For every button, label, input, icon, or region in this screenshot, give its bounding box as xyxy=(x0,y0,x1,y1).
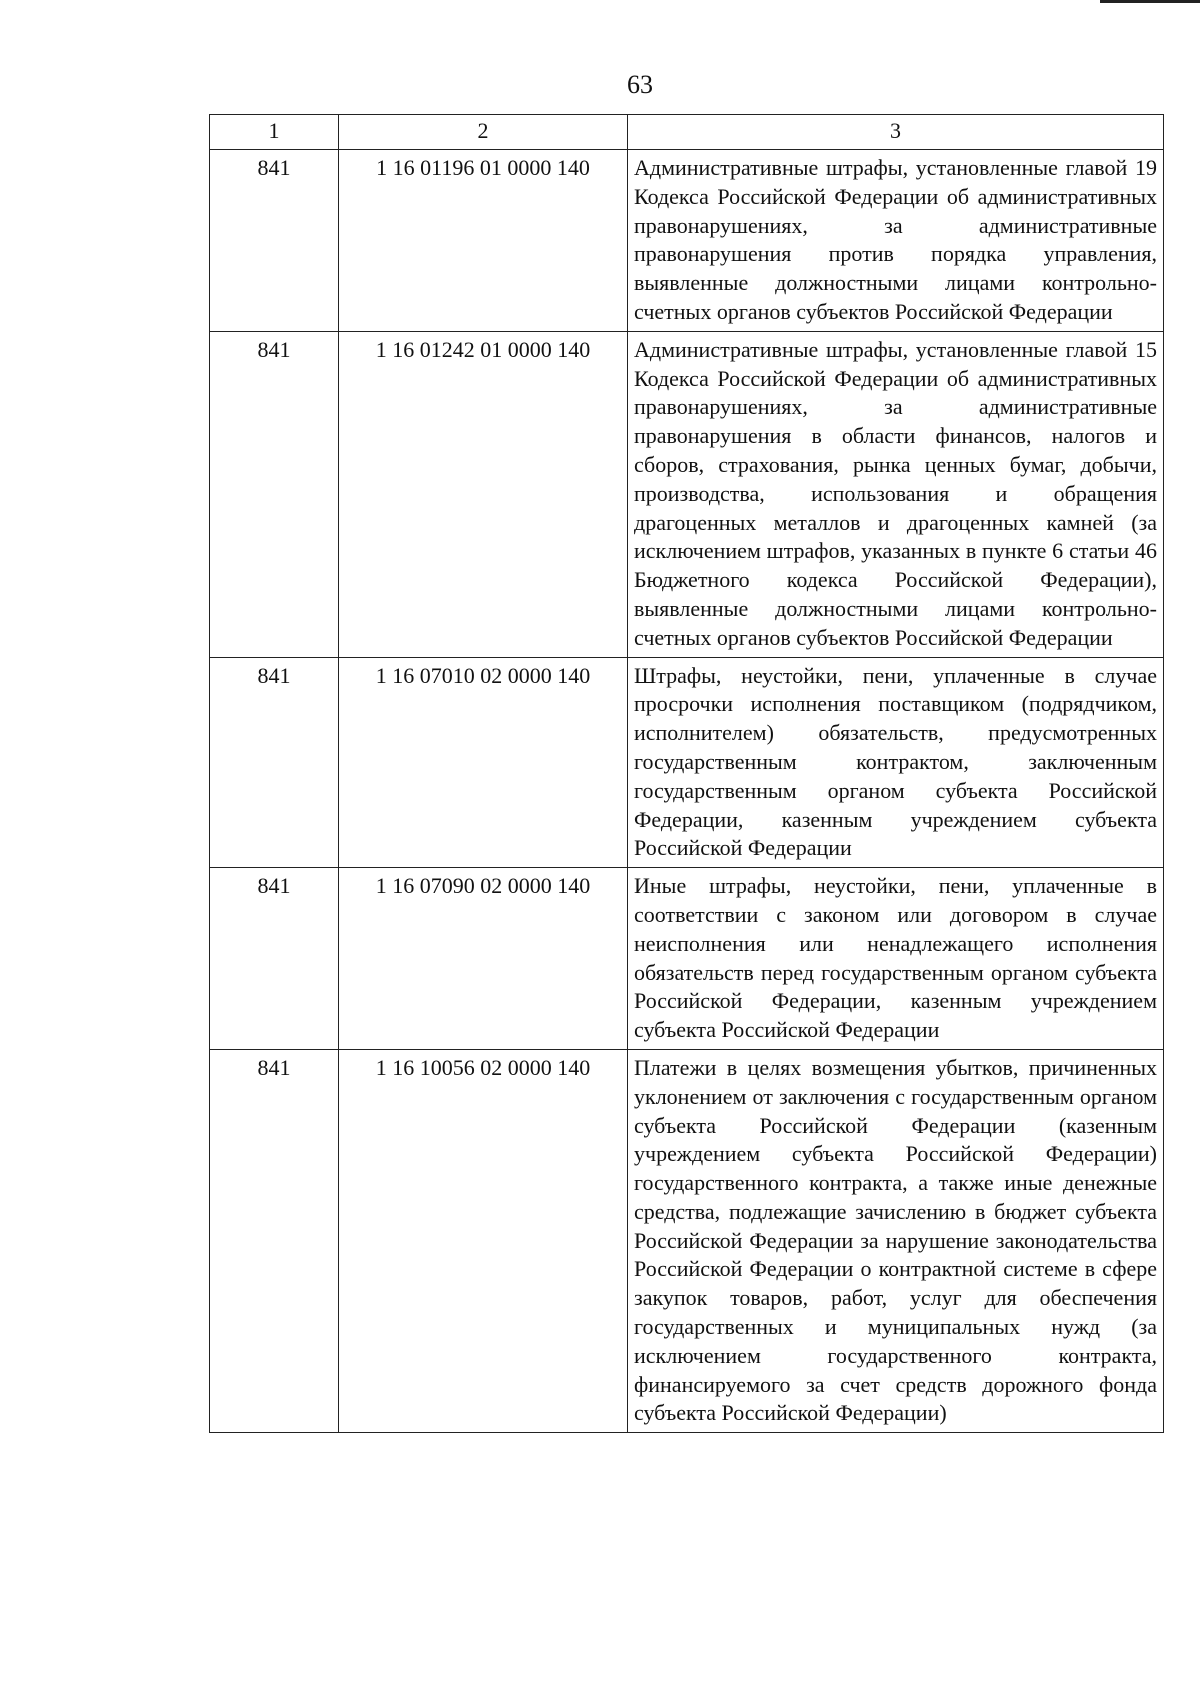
budget-code-cell: 1 16 01196 01 0000 140 xyxy=(339,150,628,332)
table-row xyxy=(210,331,1164,657)
admin-code-cell: 841 xyxy=(210,150,339,332)
description-cell: Административные штрафы, установленные главой 19 Кодекса Российской Федерации об административных правонарушениях, за административные правонарушения против порядка управления, выявленные должностными лицами контрольно-счетных органов субъектов Российской Федерации xyxy=(628,150,1164,332)
table-row xyxy=(210,1049,1164,1432)
admin-code-cell: 841 xyxy=(210,1049,339,1432)
column-header-2: 2 xyxy=(339,115,628,150)
budget-code-cell: 1 16 10056 02 0000 140 xyxy=(339,1049,628,1432)
table-header-row xyxy=(210,115,1164,150)
revenue-codes-table xyxy=(209,114,1164,1433)
page-number: 63 xyxy=(627,70,653,99)
top-edge-rule xyxy=(1100,0,1200,3)
table-row xyxy=(210,150,1164,332)
column-header-3: 3 xyxy=(628,115,1164,150)
description-cell: Административные штрафы, установленные главой 15 Кодекса Российской Федерации об административных правонарушениях, за административные правонарушения в области финансов, налогов и сборов, страхования, рынка ценных бумаг, добычи, производства, использования и обращения драгоценных металлов и драгоценных камней (за исключением штрафов, указанных в пункте 6 статьи 46 Бюджетного кодекса Российской Федерации), выявленные должностными лицами контрольно-счетных органов субъектов Российской Федерации xyxy=(628,331,1164,657)
table-row xyxy=(210,868,1164,1050)
admin-code-cell: 841 xyxy=(210,331,339,657)
admin-code-cell: 841 xyxy=(210,868,339,1050)
budget-code-cell: 1 16 01242 01 0000 140 xyxy=(339,331,628,657)
table-row xyxy=(210,657,1164,868)
description-cell: Иные штрафы, неустойки, пени, уплаченные в соответствии с законом или договором в случае неисполнения или ненадлежащего исполнения обязательств перед государственным органом субъекта Российской Федерации, казенным учреждением субъекта Российской Федерации xyxy=(628,868,1164,1050)
description-cell: Платежи в целях возмещения убытков, причиненных уклонением от заключения с государственным органом субъекта Российской Федерации (казенным учреждением субъекта Российской Федерации) государственного контракта, а также иные денежные средства, подлежащие зачислению в бюджет субъекта Российской Федерации за нарушение законодательства Российской Федерации о контрактной системе в сфере закупок товаров, работ, услуг для обеспечения государственных и муниципальных нужд (за исключением государственного контракта, финансируемого за счет средств дорожного фонда субъекта Российской Федерации) xyxy=(628,1049,1164,1432)
description-cell: Штрафы, неустойки, пени, уплаченные в случае просрочки исполнения поставщиком (подрядчиком, исполнителем) обязательств, предусмотренных государственным контрактом, заключенным государственным органом субъекта Российской Федерации, казенным учреждением субъекта Российской Федерации xyxy=(628,657,1164,868)
column-header-1: 1 xyxy=(210,115,339,150)
budget-code-cell: 1 16 07090 02 0000 140 xyxy=(339,868,628,1050)
budget-code-cell: 1 16 07010 02 0000 140 xyxy=(339,657,628,868)
admin-code-cell: 841 xyxy=(210,657,339,868)
